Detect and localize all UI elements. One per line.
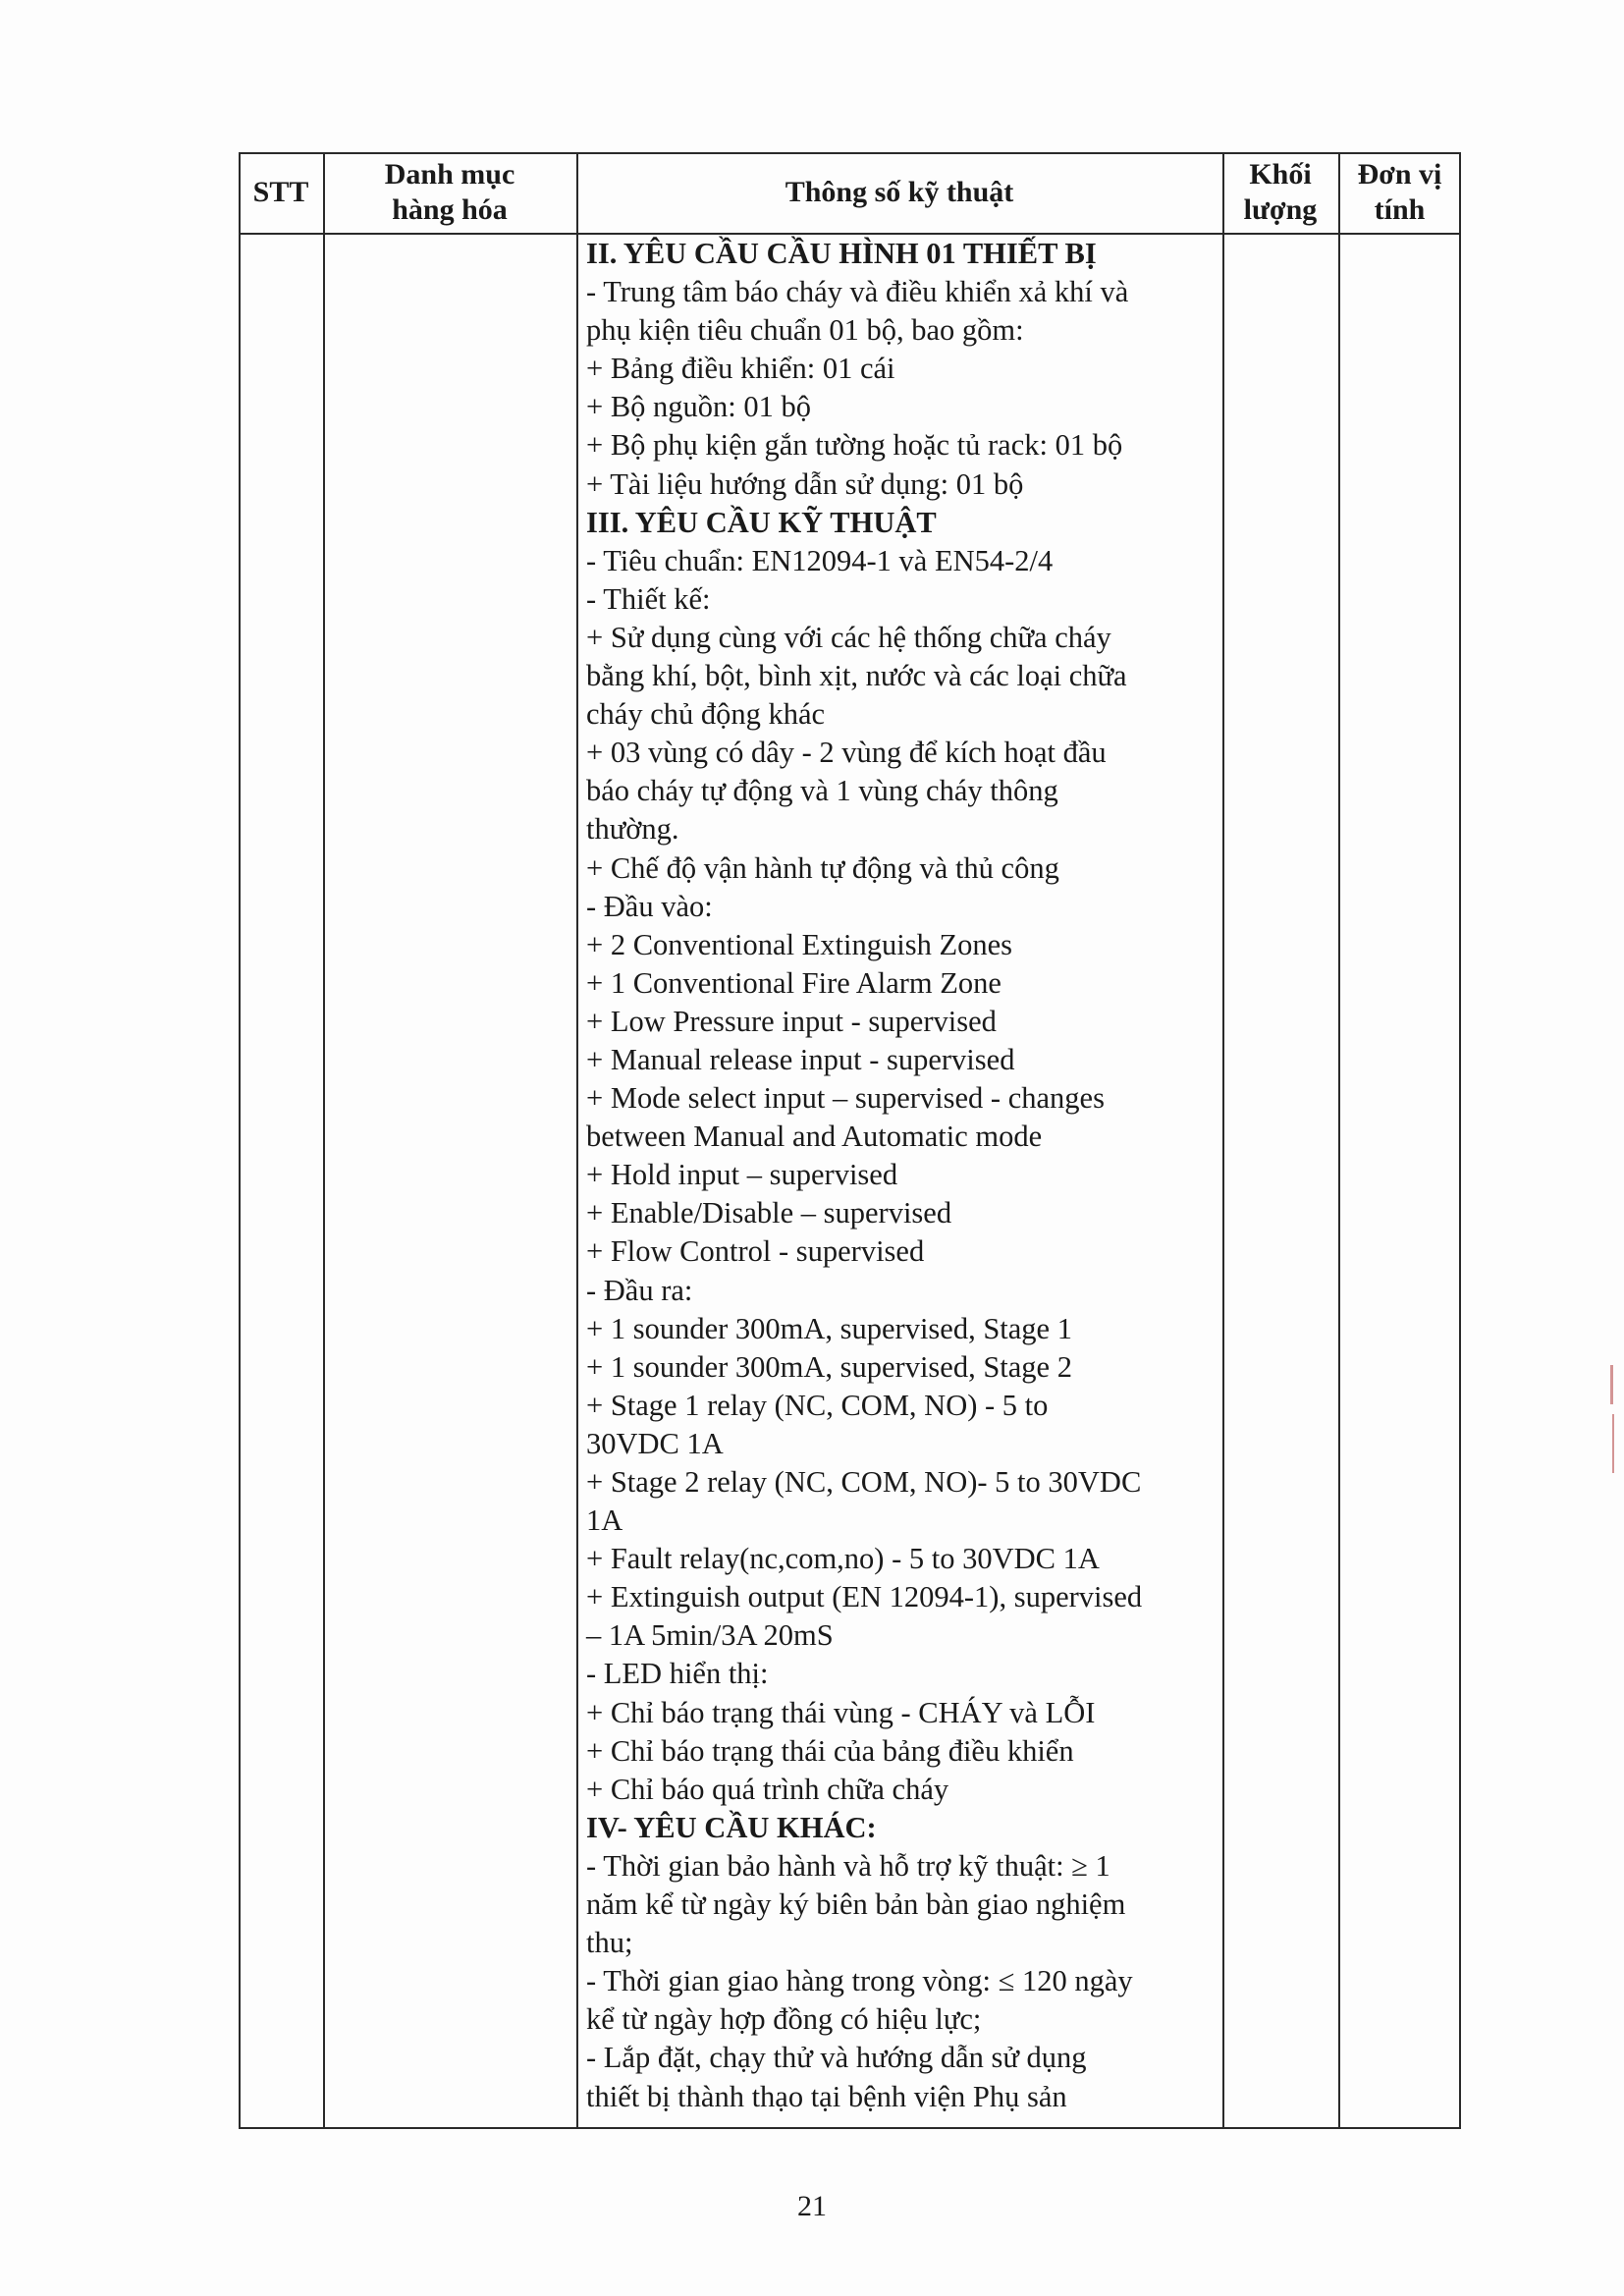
spec-line: + Tài liệu hướng dẫn sử dụng: 01 bộ (586, 466, 1024, 501)
spec-line: + Bộ phụ kiện gắn tường hoặc tủ rack: 01 bộ (586, 428, 1123, 463)
spec-line: + 2 Conventional Extinguish Zones (586, 927, 1012, 961)
header-danh-muc-line2: hàng hóa (392, 193, 508, 226)
spec-line: + Stage 2 relay (NC, COM, NO)- 5 to 30VDC (586, 1465, 1142, 1499)
spec-line: thường. (586, 812, 679, 847)
col-divider-3 (1222, 152, 1224, 2129)
spec-line: + Sử dụng cùng với các hệ thống chữa cháy (586, 620, 1111, 654)
spec-line: + Chỉ báo trạng thái vùng - CHÁY và LỖI (586, 1695, 1096, 1729)
page-number: 21 (797, 2190, 827, 2222)
header-danh-muc-line1: Danh mục (384, 158, 515, 191)
spec-line: kể từ ngày hợp đồng có hiệu lực; (586, 2002, 982, 2037)
col-divider-1 (323, 152, 325, 2129)
spec-line: + Chỉ báo trạng thái của bảng điều khiển (586, 1733, 1074, 1768)
scan-mark (1612, 1414, 1614, 1473)
spec-line: – 1A 5min/3A 20mS (586, 1618, 834, 1653)
spec-line: 30VDC 1A (586, 1426, 724, 1460)
header-stt (239, 152, 323, 233)
scan-mark (1610, 1365, 1613, 1404)
spec-line: thiết bị thành thạo tại bệnh viện Phụ sản (586, 2079, 1067, 2113)
header-stt-label: STT (252, 176, 309, 208)
header-thong-so (576, 152, 1222, 233)
spec-line: + Bảng điều khiển: 01 cái (586, 352, 895, 386)
section-heading: III. YÊU CẦU KỸ THUẬT (586, 505, 937, 539)
header-khoi-luong-line1: Khối (1249, 158, 1312, 191)
spec-line: + 1 sounder 300mA, supervised, Stage 2 (586, 1349, 1072, 1384)
spec-line: - Đầu ra: (586, 1273, 693, 1307)
spec-line: thu; (586, 1926, 633, 1960)
spec-line: 1A (586, 1503, 623, 1538)
spec-line: + Chế độ vận hành tự động và thủ công (586, 850, 1059, 885)
header-don-vi-line1: Đơn vị (1357, 158, 1442, 191)
spec-line: + Chỉ báo quá trình chữa cháy (586, 1772, 949, 1806)
spec-line: + Stage 1 relay (NC, COM, NO) - 5 to (586, 1388, 1049, 1422)
header-khoi-luong-line2: lượng (1243, 193, 1318, 226)
spec-line: + Extinguish output (EN 12094-1), supervised (586, 1580, 1143, 1614)
spec-line: - Đầu vào: (586, 889, 713, 923)
spec-line: bằng khí, bột, bình xịt, nước và các loại chữa (586, 659, 1127, 693)
col-divider-2 (576, 152, 578, 2129)
spec-line: between Manual and Automatic mode (586, 1120, 1043, 1154)
spec-line: + Low Pressure input - supervised (586, 1004, 997, 1038)
spec-line: năm kể từ ngày ký biên bản bàn giao nghiệm (586, 1887, 1126, 1922)
spec-line: + Fault relay(nc,com,no) - 5 to 30VDC 1A (586, 1542, 1100, 1576)
spec-line: + 1 sounder 300mA, supervised, Stage 1 (586, 1311, 1072, 1345)
spec-line: + Mode select input – supervised - changes (586, 1081, 1105, 1116)
spec-table (239, 152, 1461, 2129)
spec-line: - Lắp đặt, chạy thử và hướng dẫn sử dụng (586, 2041, 1087, 2075)
spec-line: + Hold input – supervised (586, 1158, 898, 1192)
header-khoi-luong (1222, 152, 1338, 233)
spec-line: - Tiêu chuẩn: EN12094-1 và EN54-2/4 (586, 543, 1054, 577)
spec-line: + Flow Control - supervised (586, 1234, 925, 1269)
spec-line: + Manual release input - supervised (586, 1042, 1015, 1076)
spec-line: - Thời gian giao hàng trong vòng: ≤ 120 ngày (586, 1964, 1133, 1998)
spec-cell (586, 235, 1215, 2116)
spec-line: - Thiết kế: (586, 581, 711, 616)
spec-line: phụ kiện tiêu chuẩn 01 bộ, bao gồm: (586, 313, 1024, 348)
spec-line: + Bộ nguồn: 01 bộ (586, 390, 812, 424)
header-don-vi (1338, 152, 1461, 233)
spec-line: + Enable/Disable – supervised (586, 1196, 952, 1230)
spec-line: - Trung tâm báo cháy và điều khiển xả khí và (586, 275, 1129, 309)
spec-line: cháy chủ động khác (586, 697, 826, 732)
spec-line: báo cháy tự động và 1 vùng cháy thông (586, 774, 1058, 808)
section-heading: II. YÊU CẦU CẦU HÌNH 01 THIẾT BỊ (586, 237, 1097, 270)
spec-line: - LED hiển thị: (586, 1657, 769, 1691)
spec-line: + 03 vùng có dây - 2 vùng để kích hoạt đầu (586, 736, 1107, 770)
header-danh-muc (323, 152, 576, 233)
section-heading: IV- YÊU CẦU KHÁC: (586, 1810, 877, 1844)
header-thong-so-label: Thông số kỹ thuật (785, 176, 1014, 208)
col-divider-4 (1338, 152, 1340, 2129)
header-don-vi-line2: tính (1374, 193, 1426, 226)
spec-line: + 1 Conventional Fire Alarm Zone (586, 965, 1001, 1000)
spec-line: - Thời gian bảo hành và hỗ trợ kỹ thuật: ≥ 1 (586, 1848, 1110, 1883)
